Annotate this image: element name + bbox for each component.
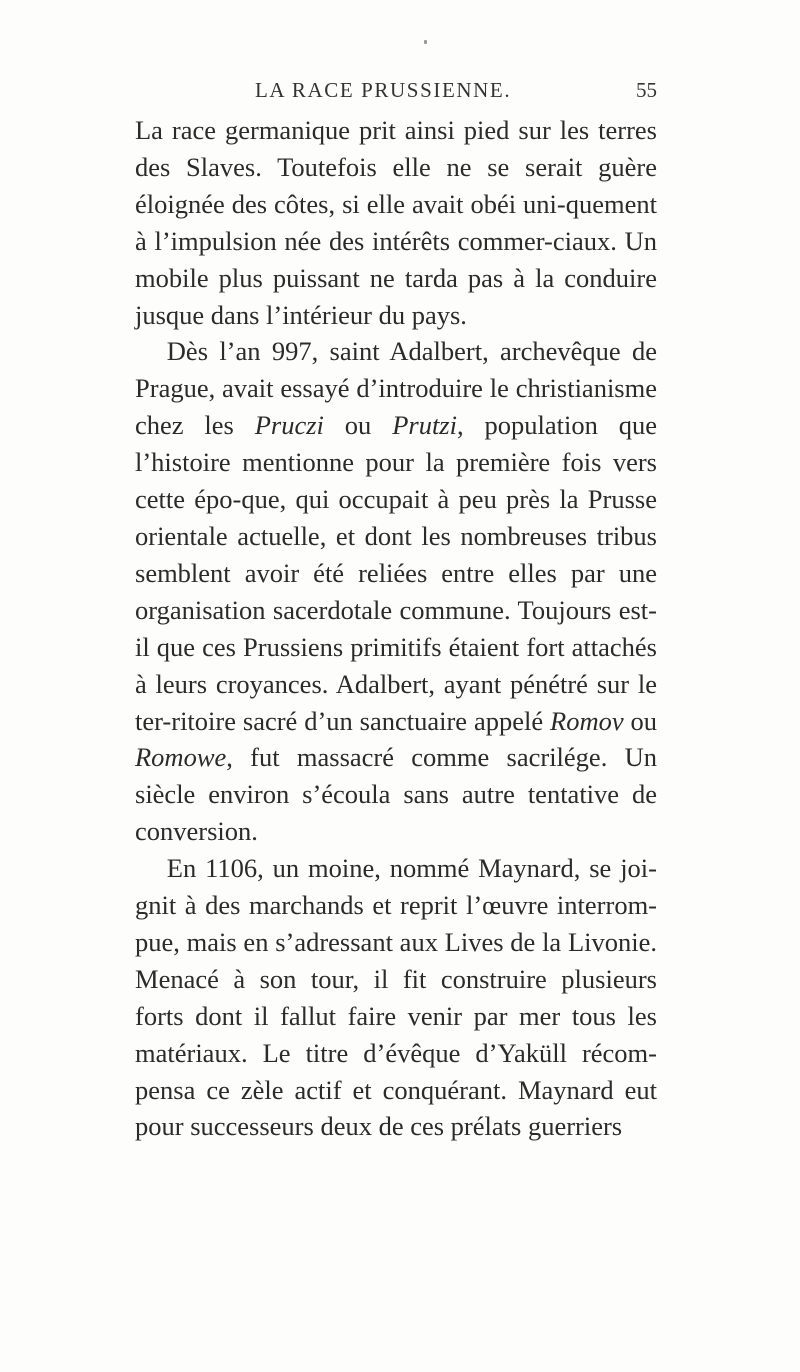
- paragraph-1: La race germanique prit ainsi pied sur les terres des Slaves. Toutefois elle ne se serait guère éloignée des côtes, si elle avait obéi uni-quement à l’impulsion née des intérêts commer-ciaux. Un mobile plus puissant ne tarda pas à la conduire jusque dans l’intérieur du pays.: [135, 115, 657, 330]
- name-pruczi: Pruczi: [254, 410, 324, 441]
- name-prutzi: Prutzi: [392, 410, 457, 441]
- running-title: LA RACE PRUSSIENNE.: [255, 78, 512, 102]
- name-romov: Romov: [550, 705, 624, 736]
- paragraph-2: [135, 333, 657, 850]
- paragraph-3: En 1106, un moine, nommé Maynard, se joi-gnit à des marchands et reprit l’œuvre interrom-pue, mais en s’adressant aux Lives de la Livonie. Menacé à son tour, il fit construire plusieurs forts dont il fallut faire venir par mer tous les matériaux. Le titre d’évêque d’Yaküll récom-pensa ce zèle actif et conquérant. Maynard eut pour successeurs deux de ces prélats guerriers: [135, 853, 657, 1142]
- paragraph-2-part-3: , population que l’histoire mentionne pour la première fois vers cette épo-que, qui occupait à peu près la Prusse orientale actuelle, et dont les nombreuses tribus semblent avoir été reliées entre elles par une organisation sacerdotale commune. Toujours est-il que ces Prussiens primitifs étaient fort attachés à leurs croyances. Adalbert, ayant pénétré sur le ter-ritoire sacré d’un sanctuaire appelé: [135, 410, 657, 736]
- body-text: [135, 112, 657, 1145]
- paragraph-2-part-1: Dès l’an 997, saint Adalbert, archevêque de Prague, avait essayé d’introduire le christianisme chez les: [135, 336, 657, 441]
- name-romowe: Romowe: [135, 742, 227, 773]
- paper-speck: [424, 40, 427, 44]
- paragraph-2-part-2: ou: [323, 410, 393, 441]
- paragraph-2-part-5: , fut massacré comme sacrilége. Un siècle environ s’écoula sans autre tentative de conversion.: [135, 742, 657, 847]
- running-head: [0, 78, 800, 108]
- page-number: 55: [636, 78, 657, 102]
- paragraph-2-part-4: ou: [623, 705, 657, 736]
